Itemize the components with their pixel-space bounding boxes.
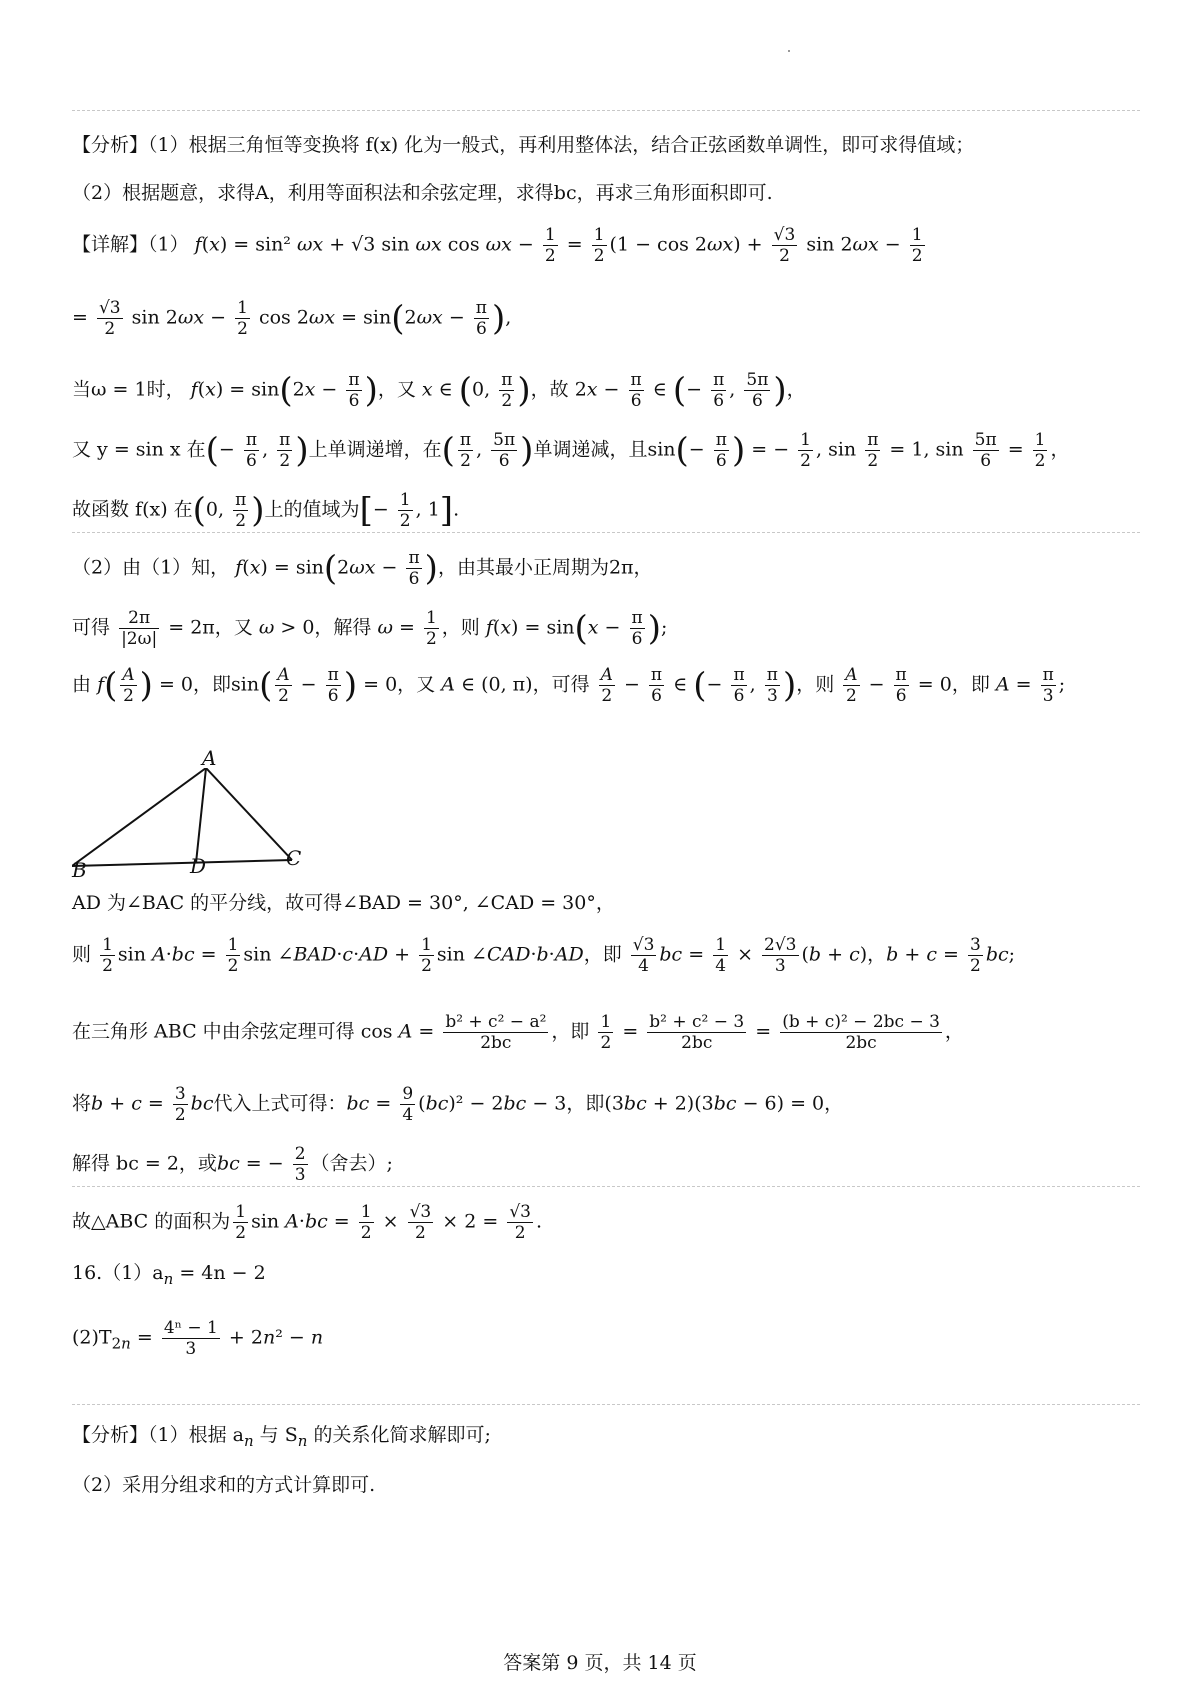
bisector-ad — [196, 768, 206, 863]
separator — [72, 110, 1140, 111]
label-d: D — [190, 854, 207, 878]
label-c: C — [286, 846, 302, 870]
solve-line: 解得 bc = 2，或bc = − $\frac{2}{3}$ （舍去）; — [72, 1144, 393, 1185]
analysis-16-line-2: （2）采用分组求和的方式计算即可. — [72, 1474, 376, 1496]
part2-line-3: 由 f( $\frac{A}{2}$ ) = 0，即sin( $\frac{A}{2}$ − $\frac{\pi}{6}$ ) = 0，又 A ∈ (0, π)，可得 $\frac{A}{2}$ − $\frac{\pi}{6}$ ∈ (− $\frac{\pi}{6}$ , $\frac{\pi}{3}$ )，则 $\frac{A}{2}$ − $\frac{\pi}{6}$ = 0，即 A = $\frac{\pi}{3}$ ; — [72, 665, 1066, 706]
detail-line-4: 又 y = sin x 在(− $\frac{\pi}{6}$ , $\frac{\pi}{2}$ )上单调递增，在( $\frac{\pi}{2}$ , $\frac{5\pi}{6}$ )单调递减，且sin(− $\frac{\pi}{6}$ ) = − $\frac{1}{2}$ , sin $\frac{\pi}{2}$ = 1, sin $\frac{5\pi}{6}$ = $\frac{1}{2}$ ， — [72, 430, 1070, 471]
label-a: A — [202, 746, 217, 770]
side-bc — [72, 860, 292, 866]
q16-answer-2: $(2)T_{2n}$ = $\frac{\text{4ⁿ − 1}}{3}$ + 2n² − n — [72, 1318, 324, 1359]
page-footer: 答案第 9 页，共 14 页 — [503, 1652, 697, 1674]
label-b: B — [72, 858, 87, 882]
triangle-figure — [72, 768, 352, 958]
analysis-line-2: （2）根据题意，求得A，利用等面积法和余弦定理，求得bc，再求三角形面积即可. — [72, 182, 773, 204]
area-result-line: 故△ABC 的面积为 $\frac{1}{2}$ sin A·bc = $\frac{1}{2}$ × $\frac{√3}{2}$ × 2 = $\frac{√3}{2}$ . — [72, 1202, 543, 1243]
part2-line-2: 可得 $\frac{2\pi}{|2\omega|}$ = 2π，又 ω > 0，解得 ω = $\frac{1}{2}$ ，则 f(x) = sin(x − $\frac{\pi}{6}$ ); — [72, 608, 668, 649]
area-equation-line: 则 $\frac{1}{2}$ sin A·bc = $\frac{1}{2}$ sin ∠BAD·c·AD + $\frac{1}{2}$ sin ∠CAD·b·AD，即 $\frac{√3}{4}$ bc = $\frac{1}{4}$ × $\frac{2√3}{3}$ (b + c)，b + c = $\frac{3}{2}$ bc; — [72, 935, 1016, 976]
detail-line-1: 【详解】（1） f(x) = sin² ωx + √3 sin ωx cos ωx − $\frac{1}{2}$ = $\frac{1}{2}$ (1 − cos 2ωx) + $\frac{√3}{2}$ sin 2ωx − $\frac{1}{2}$ — [72, 225, 923, 266]
detail-line-2: = $\frac{√3}{2}$ sin 2ωx − $\frac{1}{2}$ cos 2ωx = sin(2ωx − $\frac{\pi}{6}$ ), — [72, 298, 512, 339]
side-ab — [72, 768, 206, 866]
separator — [72, 1404, 1140, 1405]
analysis-16-line-1: 【分析】（1）根据 $a_n$ 与 $S_n$ 的关系化简求解即可; — [72, 1424, 491, 1450]
cosine-law-line: 在三角形 ABC 中由余弦定理可得 cos A = $\frac{\text{b² + c² − a²}}{2bc}$ ，即 $\frac{1}{2}$ = $\frac{\text{b² + c² − 3}}{2bc}$ = $\frac{\text{(b + c)² − 2bc − 3}}{2bc}$ ， — [72, 1012, 964, 1053]
analysis-line-1: 【分析】（1）根据三角恒等变换将 f(x) 化为一般式，再利用整体法，结合正弦函数单调性，即可求得值域； — [72, 134, 975, 156]
separator — [72, 1186, 1140, 1187]
detail-line-5: 故函数 f(x) 在(0, $\frac{\pi}{2}$ )上的值域为[− $\frac{1}{2}$ , 1]. — [72, 490, 460, 531]
scan-dot — [788, 50, 790, 52]
detail-line-3: 当ω = 1时， f(x) = sin(2x − $\frac{\pi}{6}$ )，又 x ∈ (0, $\frac{\pi}{2}$ )，故 2x − $\frac{\pi}{6}$ ∈ (− $\frac{\pi}{6}$ , $\frac{5\pi}{6}$ )， — [72, 370, 806, 411]
part2-line-1: （2）由（1）知， f(x) = sin(2ωx − $\frac{\pi}{6}$ )，由其最小正周期为2π， — [72, 548, 653, 589]
substitution-line: 将b + c = $\frac{3}{2}$ bc代入上式可得：bc = $\frac{9}{4}$ (bc)² − 2bc − 3，即(3bc + 2)(3bc − 6) = 0， — [72, 1084, 844, 1125]
side-ac — [206, 768, 292, 860]
bisector-line: AD 为∠BAC 的平分线，故可得∠BAD = 30°, ∠CAD = 30°， — [72, 892, 615, 914]
separator — [72, 532, 1140, 533]
q16-answer-1: $16.(1)a_n = 4n - 2$ — [72, 1262, 266, 1288]
